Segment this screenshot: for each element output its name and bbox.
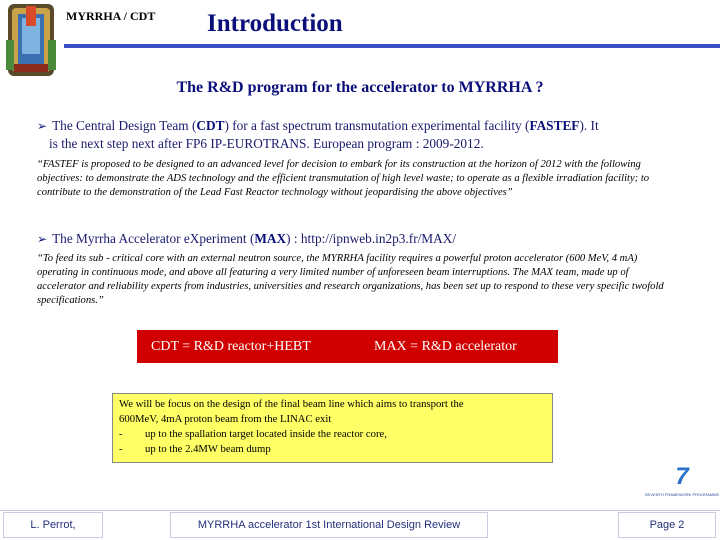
bullet-max: [37, 230, 683, 248]
fp7-logo: [644, 462, 720, 502]
fastef-quote: “FASTEF is proposed to be designed to an advanced level for decision to embark for its construction at the horizon of 2012 with the following objectives: to demonstrate the ADS technology and the efficient transmutation of high level waste; to operate as a flexible irradiation facility; to contribute to the demonstration of the Lead Fast Reactor technology without jeopardising the above objectives”: [37, 159, 650, 198]
dash-bullet: -: [119, 428, 123, 440]
svg-text:7: 7: [675, 463, 689, 490]
bullet-cdt: [37, 117, 683, 152]
cdt-highlight: CDT: [196, 118, 225, 133]
max-definition: MAX = R&D accelerator: [374, 339, 517, 354]
title-underline: [64, 44, 720, 48]
focus-line2: 600MeV, 4mA proton beam from the LINAC exit: [119, 413, 332, 425]
focus-item1-text: up to the spallation target located inside the reactor core,: [145, 428, 387, 440]
bullet-cdt-text-a: The Central Design Team (: [52, 118, 197, 133]
fp7-logo-text: SEVENTH FRAMEWORK PROGRAMME: [644, 492, 720, 497]
focus-item-dump: [119, 442, 546, 457]
header-label: MYRRHA / CDT: [66, 9, 156, 23]
arrow-bullet-icon: ➢: [37, 232, 48, 246]
max-quote: “To feed its sub - critical core with an external neutron source, the MYRRHA facility requires a powerful proton accelerator (600 MeV, 4 mA) operating in continuous mode, and above all featuring a very limited number of unforeseen beam interruptions. The MAX team, made up of accelerator and reliability experts from industries, universities and research organizations, has been set up to respond to these very specific twofold specifications.”: [37, 253, 664, 306]
dash-bullet: -: [119, 443, 123, 455]
focus-item-target: [119, 427, 546, 442]
arrow-bullet-icon: ➢: [37, 119, 48, 133]
footer-divider: [0, 510, 720, 511]
focus-note-box: [112, 393, 553, 463]
bullet-cdt-text-b: ) for a fast spectrum transmutation experimental facility (: [224, 118, 530, 133]
focus-line1: We will be focus on the design of the final beam line which aims to transport the: [119, 398, 464, 410]
cdt-definition: CDT = R&D reactor+HEBT: [151, 339, 311, 354]
page-number: Page 2: [618, 512, 716, 538]
definition-banner: [137, 330, 558, 363]
footer-author: L. Perrot,: [3, 512, 103, 538]
bullet-cdt-text-c: ). It: [579, 118, 599, 133]
slide-subtitle: The R&D program for the accelerator to MYRRHA ?: [176, 79, 544, 96]
fastef-highlight: FASTEF: [529, 118, 580, 133]
slide-title: Introduction: [207, 10, 343, 37]
myrrha-reactor-logo: [2, 0, 60, 82]
footer-title: MYRRHA accelerator 1st International Design Review: [170, 512, 488, 538]
focus-item2-text: up to the 2.4MW beam dump: [145, 443, 271, 455]
max-highlight: MAX: [254, 231, 287, 246]
bullet-cdt-line2: is the next step next after FP6 IP-EUROTRANS. European program : 2009-2012.: [49, 136, 484, 151]
bullet-max-text-b: ) : http://ipnweb.in2p3.fr/MAX/: [286, 231, 457, 246]
bullet-max-text-a: The Myrrha Accelerator eXperiment (: [52, 231, 255, 246]
